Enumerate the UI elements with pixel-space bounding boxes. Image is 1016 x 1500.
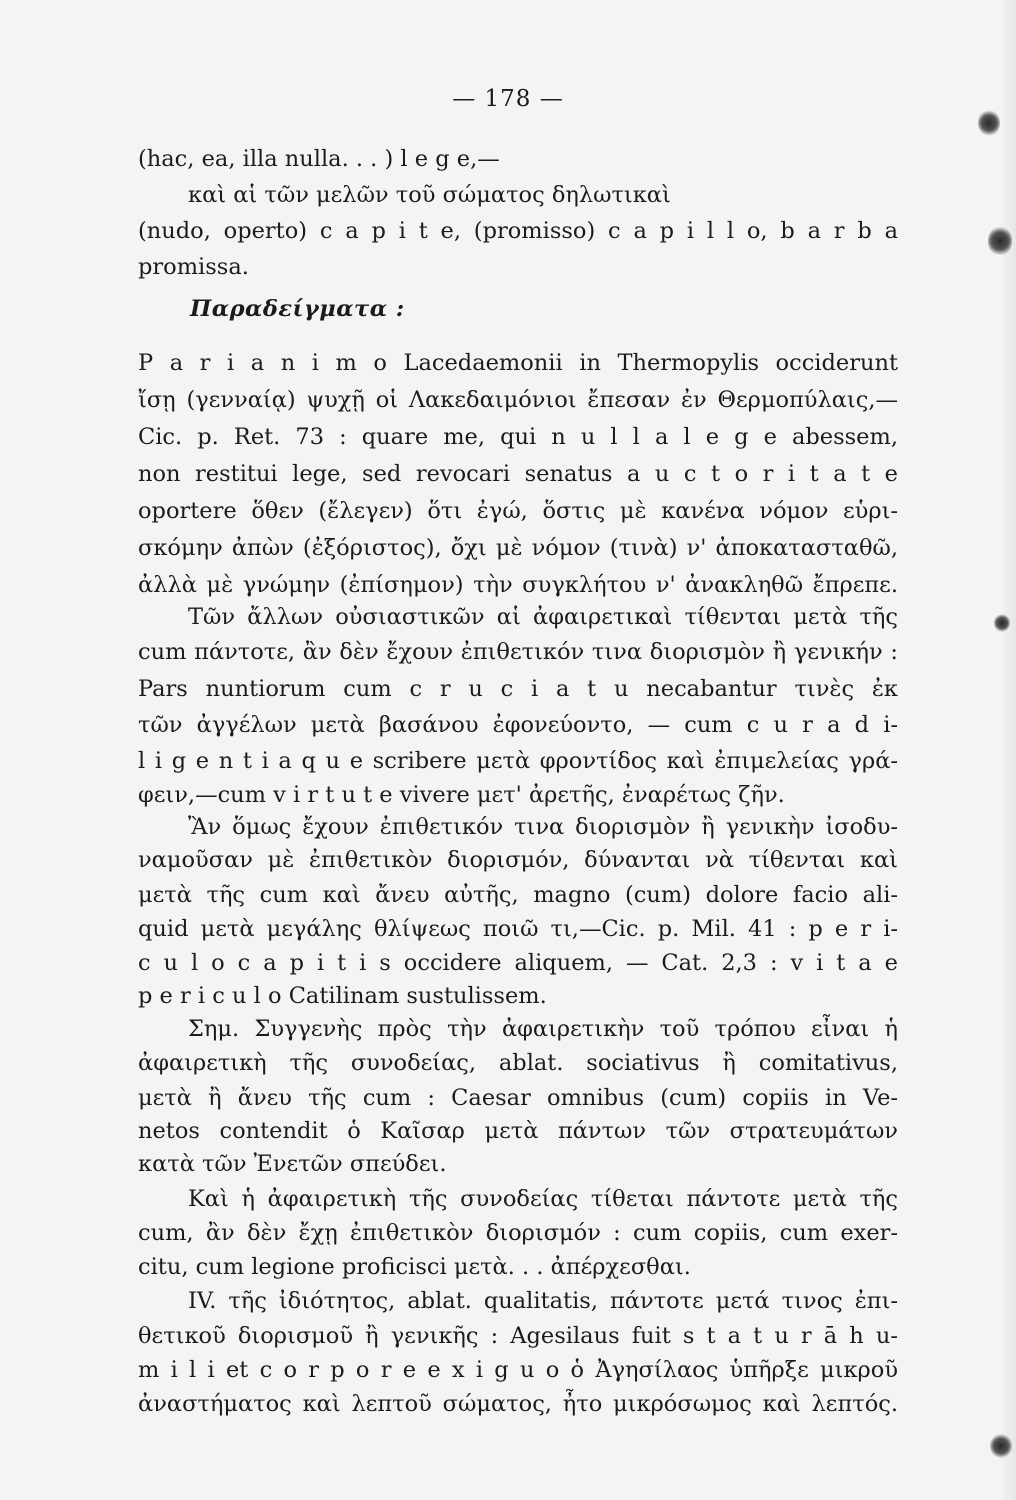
- text-line: netos contendit ὁ Καῖσαρ μετὰ πάντων τῶν στρατευμάτων: [138, 1118, 898, 1144]
- text-line: (hac, ea, illa nulla. . . ) l e g e,—: [138, 146, 500, 172]
- text-line: Τῶν ἄλλων οὐσιαστικῶν αἱ ἀφαιρετικαὶ τίθενται μετὰ τῆς: [188, 604, 898, 630]
- text-line: promissa.: [138, 254, 249, 280]
- text-line: citu, cum legione proficisci μετὰ. . . ἀπέρχεσθαι.: [138, 1254, 691, 1280]
- text-line: ἀναστήματος καὶ λεπτοῦ σώματος, ἦτο μικρόσωμος καὶ λεπτός.: [138, 1391, 898, 1417]
- text-line: Pars nuntiorum cum c r u c i a t u necabantur τινὲς ἐκ: [138, 676, 898, 702]
- text-line: cum πάντοτε, ἂν δὲν ἔχουν ἐπιθετικόν τινα διορισμὸν ἢ γενικήν :: [138, 639, 898, 665]
- text-line: σκόμην ἀπὼν (ἐξόριστος), ὄχι μὲ νόμον (τινὰ) ν' ἀποκατασταθῶ,: [138, 535, 898, 561]
- ink-smudge: [978, 110, 1000, 136]
- text-line: (nudo, operto) c a p i t e, (promisso) c a p i l l o, b a r b a: [138, 218, 898, 244]
- text-line: P a r i a n i m o Lacedaemonii in Thermopylis occiderunt: [138, 350, 898, 376]
- text-line: καὶ αἱ τῶν μελῶν τοῦ σώματος δηλωτικαὶ: [188, 182, 671, 208]
- page-number: — 178 —: [452, 86, 564, 112]
- text-line: ἀλλὰ μὲ γνώμην (ἐπίσημον) τὴν συγκλήτου ν' ἀνακληθῶ ἔπρεπε.: [138, 572, 898, 598]
- text-line: p e r i c u l o Catilinam sustulissem.: [138, 983, 547, 1009]
- note-line: Σημ. Συγγενὴς πρὸς τὴν ἀφαιρετικὴν τοῦ τρόπου εἶναι ἡ: [188, 1016, 898, 1042]
- text-line: ἀφαιρετικὴ τῆς συνοδείας, ablat. sociativus ἢ comitativus,: [138, 1050, 898, 1076]
- text-line: l i g e n t i a q u e scribere μετὰ φροντίδος καὶ ἐπιμελείας γρά-: [138, 748, 898, 774]
- text-line: m i l i et c o r p o r e e x i g u o ὁ Ἀγησίλαος ὑπῆρξε μικροῦ: [138, 1357, 898, 1383]
- text-line: c u l o c a p i t i s occidere aliquem, — Cat. 2,3 : v i t a e: [138, 950, 898, 976]
- text-line: ἴσῃ (γενναίᾳ) ψυχῇ οἱ Λακεδαιμόνιοι ἔπεσαν ἐν Θερμοπύλαις,—: [138, 387, 898, 413]
- text-line: ναμοῦσαν μὲ ἐπιθετικὸν διορισμόν, δύνανται νὰ τίθενται καὶ: [138, 847, 898, 873]
- page-edge-shadow: [1000, 0, 1016, 1500]
- section-heading: Παραδείγματα :: [190, 296, 405, 322]
- text-line: Καὶ ἡ ἀφαιρετικὴ τῆς συνοδείας τίθεται πάντοτε μετὰ τῆς: [188, 1186, 898, 1212]
- text-line: μετὰ τῆς cum καὶ ἄνευ αὐτῆς, magno (cum) dolore facio ali-: [138, 882, 898, 908]
- text-line: non restitui lege, sed revocari senatus a u c t o r i t a t e: [138, 461, 898, 487]
- text-line: cum, ἂν δὲν ἔχῃ ἐπιθετικὸν διορισμόν : cum copiis, cum exer-: [138, 1220, 898, 1246]
- text-line: Ἂν ὅμως ἔχουν ἐπιθετικόν τινα διορισμὸν ἢ γενικὴν ἰσοδυ-: [188, 814, 898, 840]
- text-line: IV. τῆς ἰδιότητος, ablat. qualitatis, πάντοτε μετά τινος ἐπι-: [188, 1288, 898, 1314]
- text-line: oportere ὅθεν (ἔλεγεν) ὅτι ἐγώ, ὅστις μὲ κανένα νόμον εὑρι-: [138, 498, 898, 524]
- text-line: τῶν ἀγγέλων μετὰ βασάνου ἐφονεύοντο, — cum c u r a d i-: [138, 712, 898, 738]
- text-line: θετικοῦ διορισμοῦ ἢ γενικῆς : Agesilaus fuit s t a t u r ā h u-: [138, 1323, 898, 1349]
- text-line: Cic. p. Ret. 73 : quare me, qui n u l l a l e g e abessem,: [138, 424, 898, 450]
- text-line: quid μετὰ μεγάλης θλίψεως ποιῶ τι,—Cic. p. Mil. 41 : p e r i-: [138, 916, 898, 942]
- text-line: μετὰ ἢ ἄνευ τῆς cum : Caesar omnibus (cum) copiis in Ve-: [138, 1085, 898, 1111]
- text-line: κατὰ τῶν Ἐνετῶν σπεύδει.: [138, 1151, 447, 1177]
- text-line: φειν,—cum v i r t u t e vivere μετ' ἀρετῆς, ἐναρέτως ζῆν.: [138, 782, 785, 808]
